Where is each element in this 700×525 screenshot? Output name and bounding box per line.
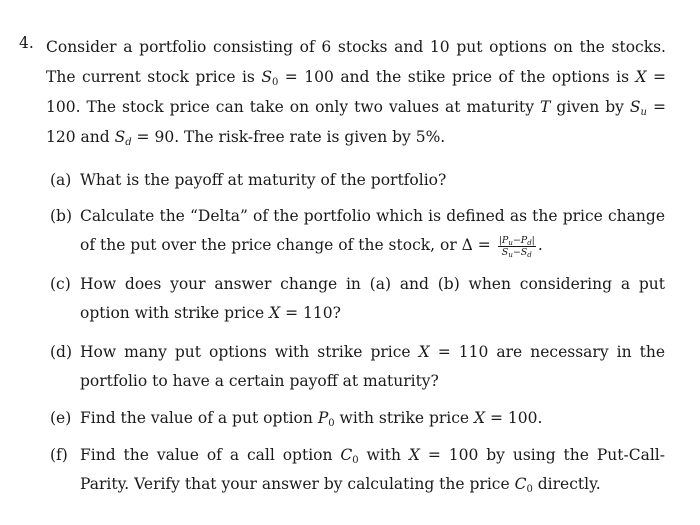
problem-intro: Consider a portfolio consisting of 6 stocks and 10 put options on the stocks. The current stock price is $S_0 = 100$ and the stike price of the options is X = 100. The stock price can take on only two values at maturity T given by $S_u = 120$ and $S_d = 90$. The risk-free rate is given by 5%.: [46, 38, 666, 148]
part-b: [50, 202, 665, 260]
part-text: How many put options with strike price X = 110 are necessary in the portfolio to have a certain payoff at maturity?: [80, 343, 665, 390]
delta-fraction: $\frac{|P_u-P_d|}{S_u-S_d}$: [498, 234, 535, 259]
problem-number: 4.: [19, 34, 34, 52]
part-c: [50, 270, 665, 328]
part-label: (e): [50, 409, 72, 427]
part-label: (d): [50, 343, 73, 361]
part-label: (b): [50, 207, 73, 225]
part-text: Find the value of a put option $P_0$ with strike price X = 100.: [80, 409, 543, 429]
part-f: [50, 441, 665, 499]
part-e: [50, 404, 665, 433]
part-d: [50, 338, 665, 396]
part-text: What is the payoff at maturity of the portfolio?: [80, 171, 447, 189]
part-label: (f): [50, 446, 68, 464]
part-label: (c): [50, 275, 71, 293]
part-text: Calculate the “Delta” of the portfolio which is defined as the price change of the put over the price change of the stock, or Δ = $\frac{|P_u-P_d|}{S_u-S_d}$ .: [80, 207, 665, 259]
part-text: Find the value of a call option $C_0$ with X = 100 by using the Put-Call-Parity. Verify that your answer by calculating the price $C_0$ directly.: [80, 446, 665, 495]
part-label: (a): [50, 171, 72, 189]
part-a: [50, 166, 665, 195]
part-text: How does your answer change in (a) and (b) when considering a put option with strike price X = 110?: [80, 275, 665, 322]
